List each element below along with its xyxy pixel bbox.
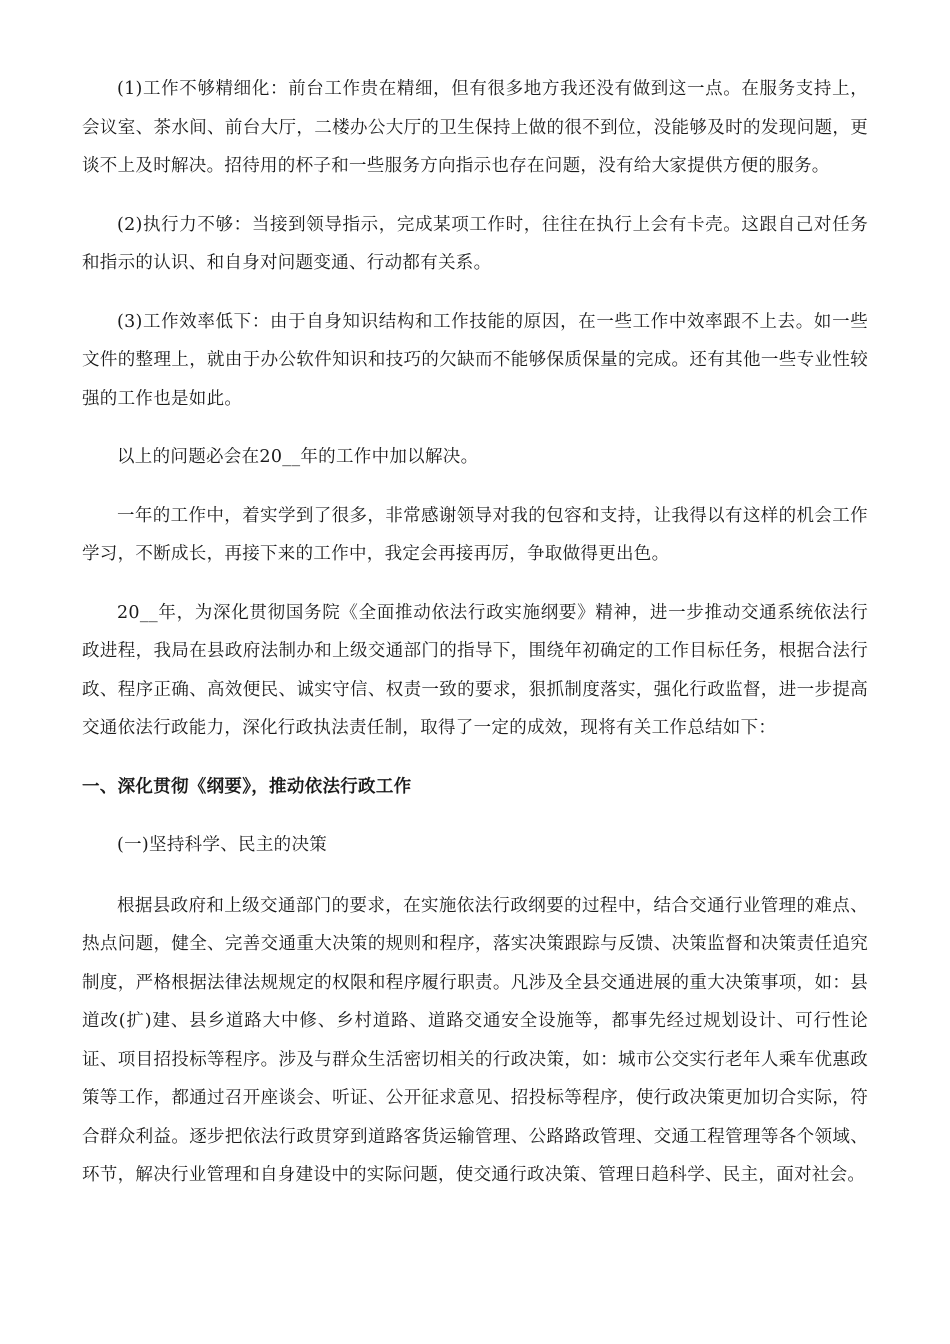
paragraph-item-1: (1)工作不够精细化：前台工作贵在精细，但有很多地方我还没有做到这一点。在服务支持上，会议室、茶水间、前台大厅，二楼办公大厅的卫生保持上做的很不到位，没能够及时的发现问题，更谈不上及时解决。招待用的杯子和一些服务方向指示也存在问题，没有给大家提供方便的服务。 xyxy=(82,79,868,176)
subsection-heading: (一)坚持科学、民主的决策 xyxy=(117,835,328,855)
paragraph-decision: 根据县政府和上级交通部门的要求，在实施依法行政纲要的过程中，结合交通行业管理的难点、热点问题，健全、完善交通重大决策的规则和程序，落实决策跟踪与反馈、决策监督和决策责任追究制度，严格根据法律法规规定的权限和程序履行职责。凡涉及全县交通进展的重大决策事项，如：县道改(扩)建、县乡道路大中修、乡村道路、道路交通安全设施等，都事先经过规划设计、可行性论证、项目招投标等程序。涉及与群众生活密切相关的行政决策，如：城市公交实行老年人乘车优惠政策等工作，都通过召开座谈会、听证、公开征求意见、招投标等程序，使行政决策更加切合实际，符合群众利益。逐步把依法行政贯穿到道路客货运输管理、公路路政管理、交通工程管理等各个领域、环节，解决行业管理和自身建设中的实际问题，使交通行政决策、管理日趋科学、民主，面对社会。 xyxy=(82,895,868,1185)
paragraph-item-3: (3)工作效率低下：由于自身知识结构和工作技能的原因，在一些工作中效率跟不上去。如一些文件的整理上，就由于办公软件知识和技巧的欠缺而不能够保质保量的完成。还有其他一些专业性较强的工作也是如此。 xyxy=(82,311,868,409)
section-heading: 一、深化贯彻《纲要》，推动依法行政工作 xyxy=(82,776,412,797)
paragraph-item-2: (2)执行力不够：当接到领导指示，完成某项工作时，往往在执行上会有卡壳。这跟自己对任务和指示的认识、和自身对问题变通、行动都有关系。 xyxy=(82,214,868,273)
paragraph-summary-intro: 20__年，为深化贯彻国务院《全面推动依法行政实施纲要》精神，进一步推动交通系统依法行政进程，我局在县政府法制办和上级交通部门的指导下，围绕年初确定的工作目标任务，根据合法行政、程序正确、高效便民、诚实守信、权责一致的要求，狠抓制度落实，强化行政监督，进一步提高交通依法行政能力，深化行政执法责任制，取得了一定的成效，现将有关工作总结如下： xyxy=(82,602,868,738)
document-page xyxy=(82,70,868,1215)
paragraph-thanks: 一年的工作中，着实学到了很多，非常感谢领导对我的包容和支持，让我得以有这样的机会工作学习，不断成长，再接下来的工作中，我定会再接再厉，争取做得更出色。 xyxy=(82,505,868,564)
paragraph-conclusion: 以上的问题必会在20__年的工作中加以解决。 xyxy=(117,447,479,467)
